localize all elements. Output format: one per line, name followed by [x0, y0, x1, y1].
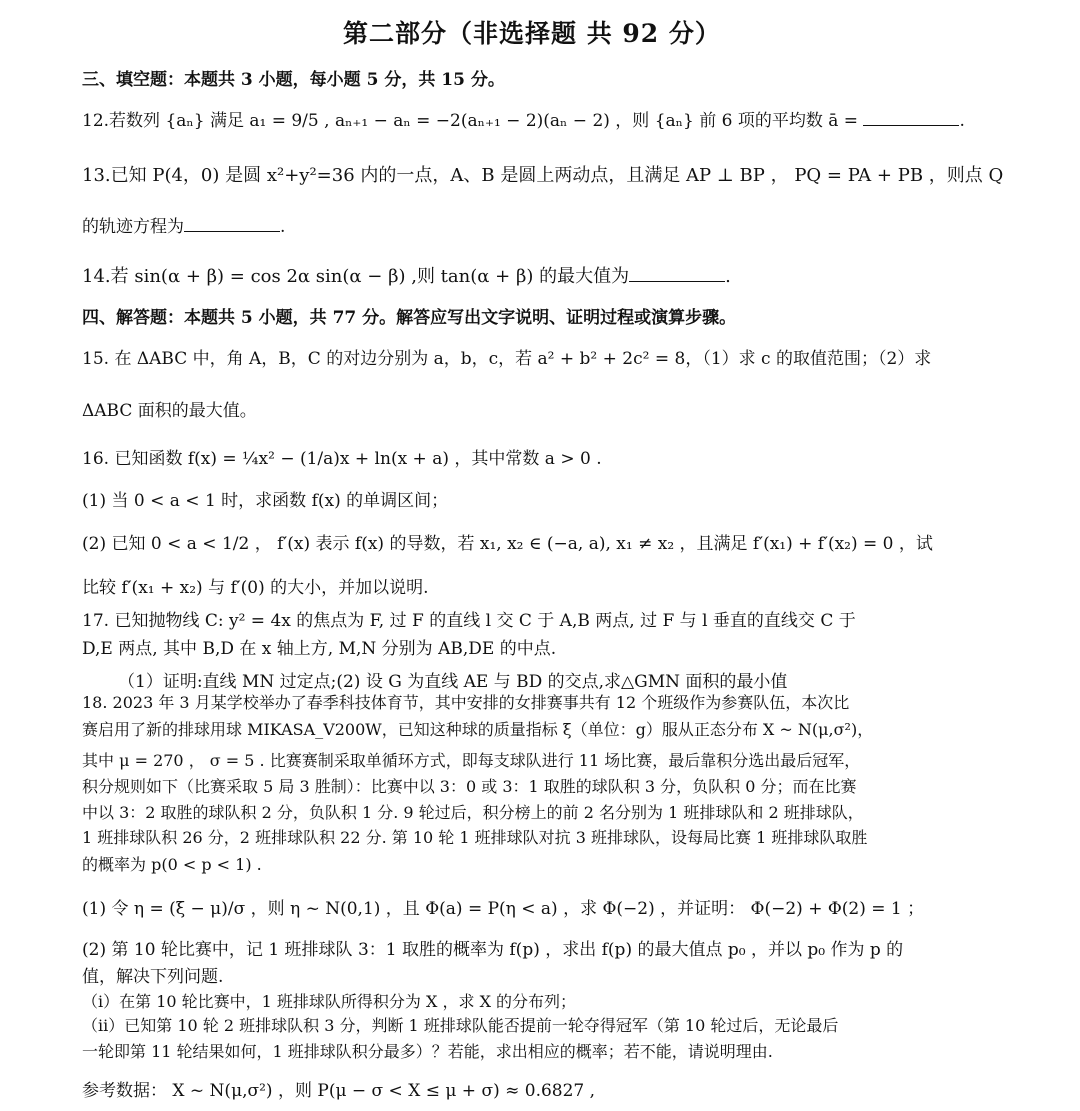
section-four-header: 四、解答题：本题共 5 小题，共 77 分。解答应写出文字说明、证明过程或演算步骤。 [82, 308, 737, 328]
page-title: 第二部分（非选择题 共 92 分） [343, 19, 721, 48]
reference-data: 参考数据： X ~ N(μ,σ²) ，则 P(μ − σ < X ≤ μ + σ) ≈ 0.6827 , [82, 1081, 596, 1101]
question-17-line3: （1）证明:直线 MN 过定点;(2) 设 G 为直线 AE 与 BD 的交点,求△GMN 面积的最小值 [118, 672, 788, 692]
question-18-subpart-ii-line2: 一轮即第 11 轮结果如何，1 班排球队积分最多）？若能，求出相应的概率；若不能，请说明理由. [82, 1042, 773, 1061]
question-17-line1: 17. 已知抛物线 C: y² = 4x 的焦点为 F, 过 F 的直线 l 交 C 于 A,B 两点, 过 F 与 l 垂直的直线交 C 于 [82, 611, 856, 631]
question-16-line4: 比较 f′(x₁ + x₂) 与 f′(0) 的大小，并加以说明. [82, 578, 429, 598]
question-18-part2-line1: (2) 第 10 轮比赛中，记 1 班排球队 3：1 取胜的概率为 f(p) ，求出 f(p) 的最大值点 p₀ ，并以 p₀ 作为 p 的 [82, 940, 904, 960]
question-12-period: . [959, 111, 965, 131]
question-14-period: . [725, 266, 731, 287]
question-13-line1: 13.已知 P(4，0) 是圆 x²+y²=36 内的一点，A、B 是圆上两动点，且满足 AP ⊥ BP ， PQ = PA + PB ，则点 Q [82, 165, 1004, 186]
question-18-line5: 中以 3：2 取胜的球队积 2 分，负队积 1 分. 9 轮过后，积分榜上的前 2 名分别为 1 班排球队和 2 班排球队， [82, 803, 864, 822]
question-18-line3: 其中 μ = 270 ， σ = 5 . 比赛赛制采取单循环方式，即每支球队进行 11 场比赛，最后靠积分选出最后冠军， [82, 751, 861, 770]
question-16-line3: (2) 已知 0 < a < 1/2 ， f′(x) 表示 f(x) 的导数，若 x₁, x₂ ∈ (−a, a), x₁ ≠ x₂ ，且满足 f′(x₁) + f′(x₂) = 0 ，试 [82, 534, 933, 554]
question-12-text: 12.若数列 {aₙ} 满足 a₁ = 9/5 , aₙ₊₁ − aₙ = −2(aₙ₊₁ − 2)(aₙ − 2) ，则 {aₙ} 前 6 项的平均数 ā = [82, 111, 864, 131]
question-18-part1: (1) 令 η = (ξ − μ)/σ ，则 η ~ N(0,1) ，且 Φ(a) = P(η < a) ，求 Φ(−2) ，并证明： Φ(−2) + Φ(2) = 1 ； [82, 899, 925, 919]
question-12 [82, 106, 965, 131]
question-18-subpart-ii-line1: （ⅱ）已知第 10 轮 2 班排球队积 3 分，判断 1 班排球队能否提前一轮夺得冠军（第 10 轮过后，无论最后 [82, 1016, 839, 1035]
question-13-line2 [82, 212, 285, 237]
question-18-line7: 的概率为 p(0 < p < 1) . [82, 855, 262, 874]
question-14 [82, 262, 731, 288]
question-14-text: 14.若 sin(α + β) = cos 2α sin(α − β) ,则 tan(α + β) 的最大值为 [82, 266, 630, 287]
question-14-blank [629, 281, 725, 282]
question-16-line2: (1) 当 0 < a < 1 时，求函数 f(x) 的单调区间； [82, 491, 449, 511]
question-18-part2-line2: 值，解决下列问题. [82, 967, 224, 987]
question-17-line2: D,E 两点, 其中 B,D 在 x 轴上方, M,N 分别为 AB,DE 的中点. [82, 639, 557, 659]
question-18-line6: 1 班排球队积 26 分，2 班排球队积 22 分. 第 10 轮 1 班排球队对抗 3 班排球队，设每局比赛 1 班排球队取胜 [82, 828, 868, 847]
question-18-subpart-i: （ⅰ）在第 10 轮比赛中，1 班排球队所得积分为 X ，求 X 的分布列； [82, 992, 577, 1011]
question-12-blank [863, 125, 959, 126]
question-18-line1: 18. 2023 年 3 月某学校举办了春季科技体育节，其中安排的女排赛事共有 12 个班级作为参赛队伍，本次比 [82, 693, 850, 712]
question-13-blank [184, 231, 280, 232]
question-15-line1: 15. 在 ΔABC 中，角 A，B，C 的对边分别为 a，b，c，若 a² + b² + 2c² = 8，（1）求 c 的取值范围；（2）求 [82, 349, 932, 369]
question-18-line2: 赛启用了新的排球用球 MIKASA_V200W，已知这种球的质量指标 ξ（单位：g）服从正态分布 X ~ N(μ,σ²)， [82, 720, 874, 739]
question-13-period: . [280, 217, 286, 237]
question-18-line4: 积分规则如下（比赛采取 5 局 3 胜制）：比赛中以 3：0 或 3：1 取胜的球队积 3 分，负队积 0 分；而在比赛 [82, 777, 857, 796]
question-16-line1: 16. 已知函数 f(x) = ¼x² − (1/a)x + ln(x + a) ，其中常数 a > 0 . [82, 449, 602, 469]
section-three-header: 三、填空题：本题共 3 小题，每小题 5 分，共 15 分。 [82, 70, 505, 90]
question-13-line2-text: 的轨迹方程为 [82, 217, 184, 237]
question-15-line2: ΔABC 面积的最大值。 [82, 401, 257, 421]
